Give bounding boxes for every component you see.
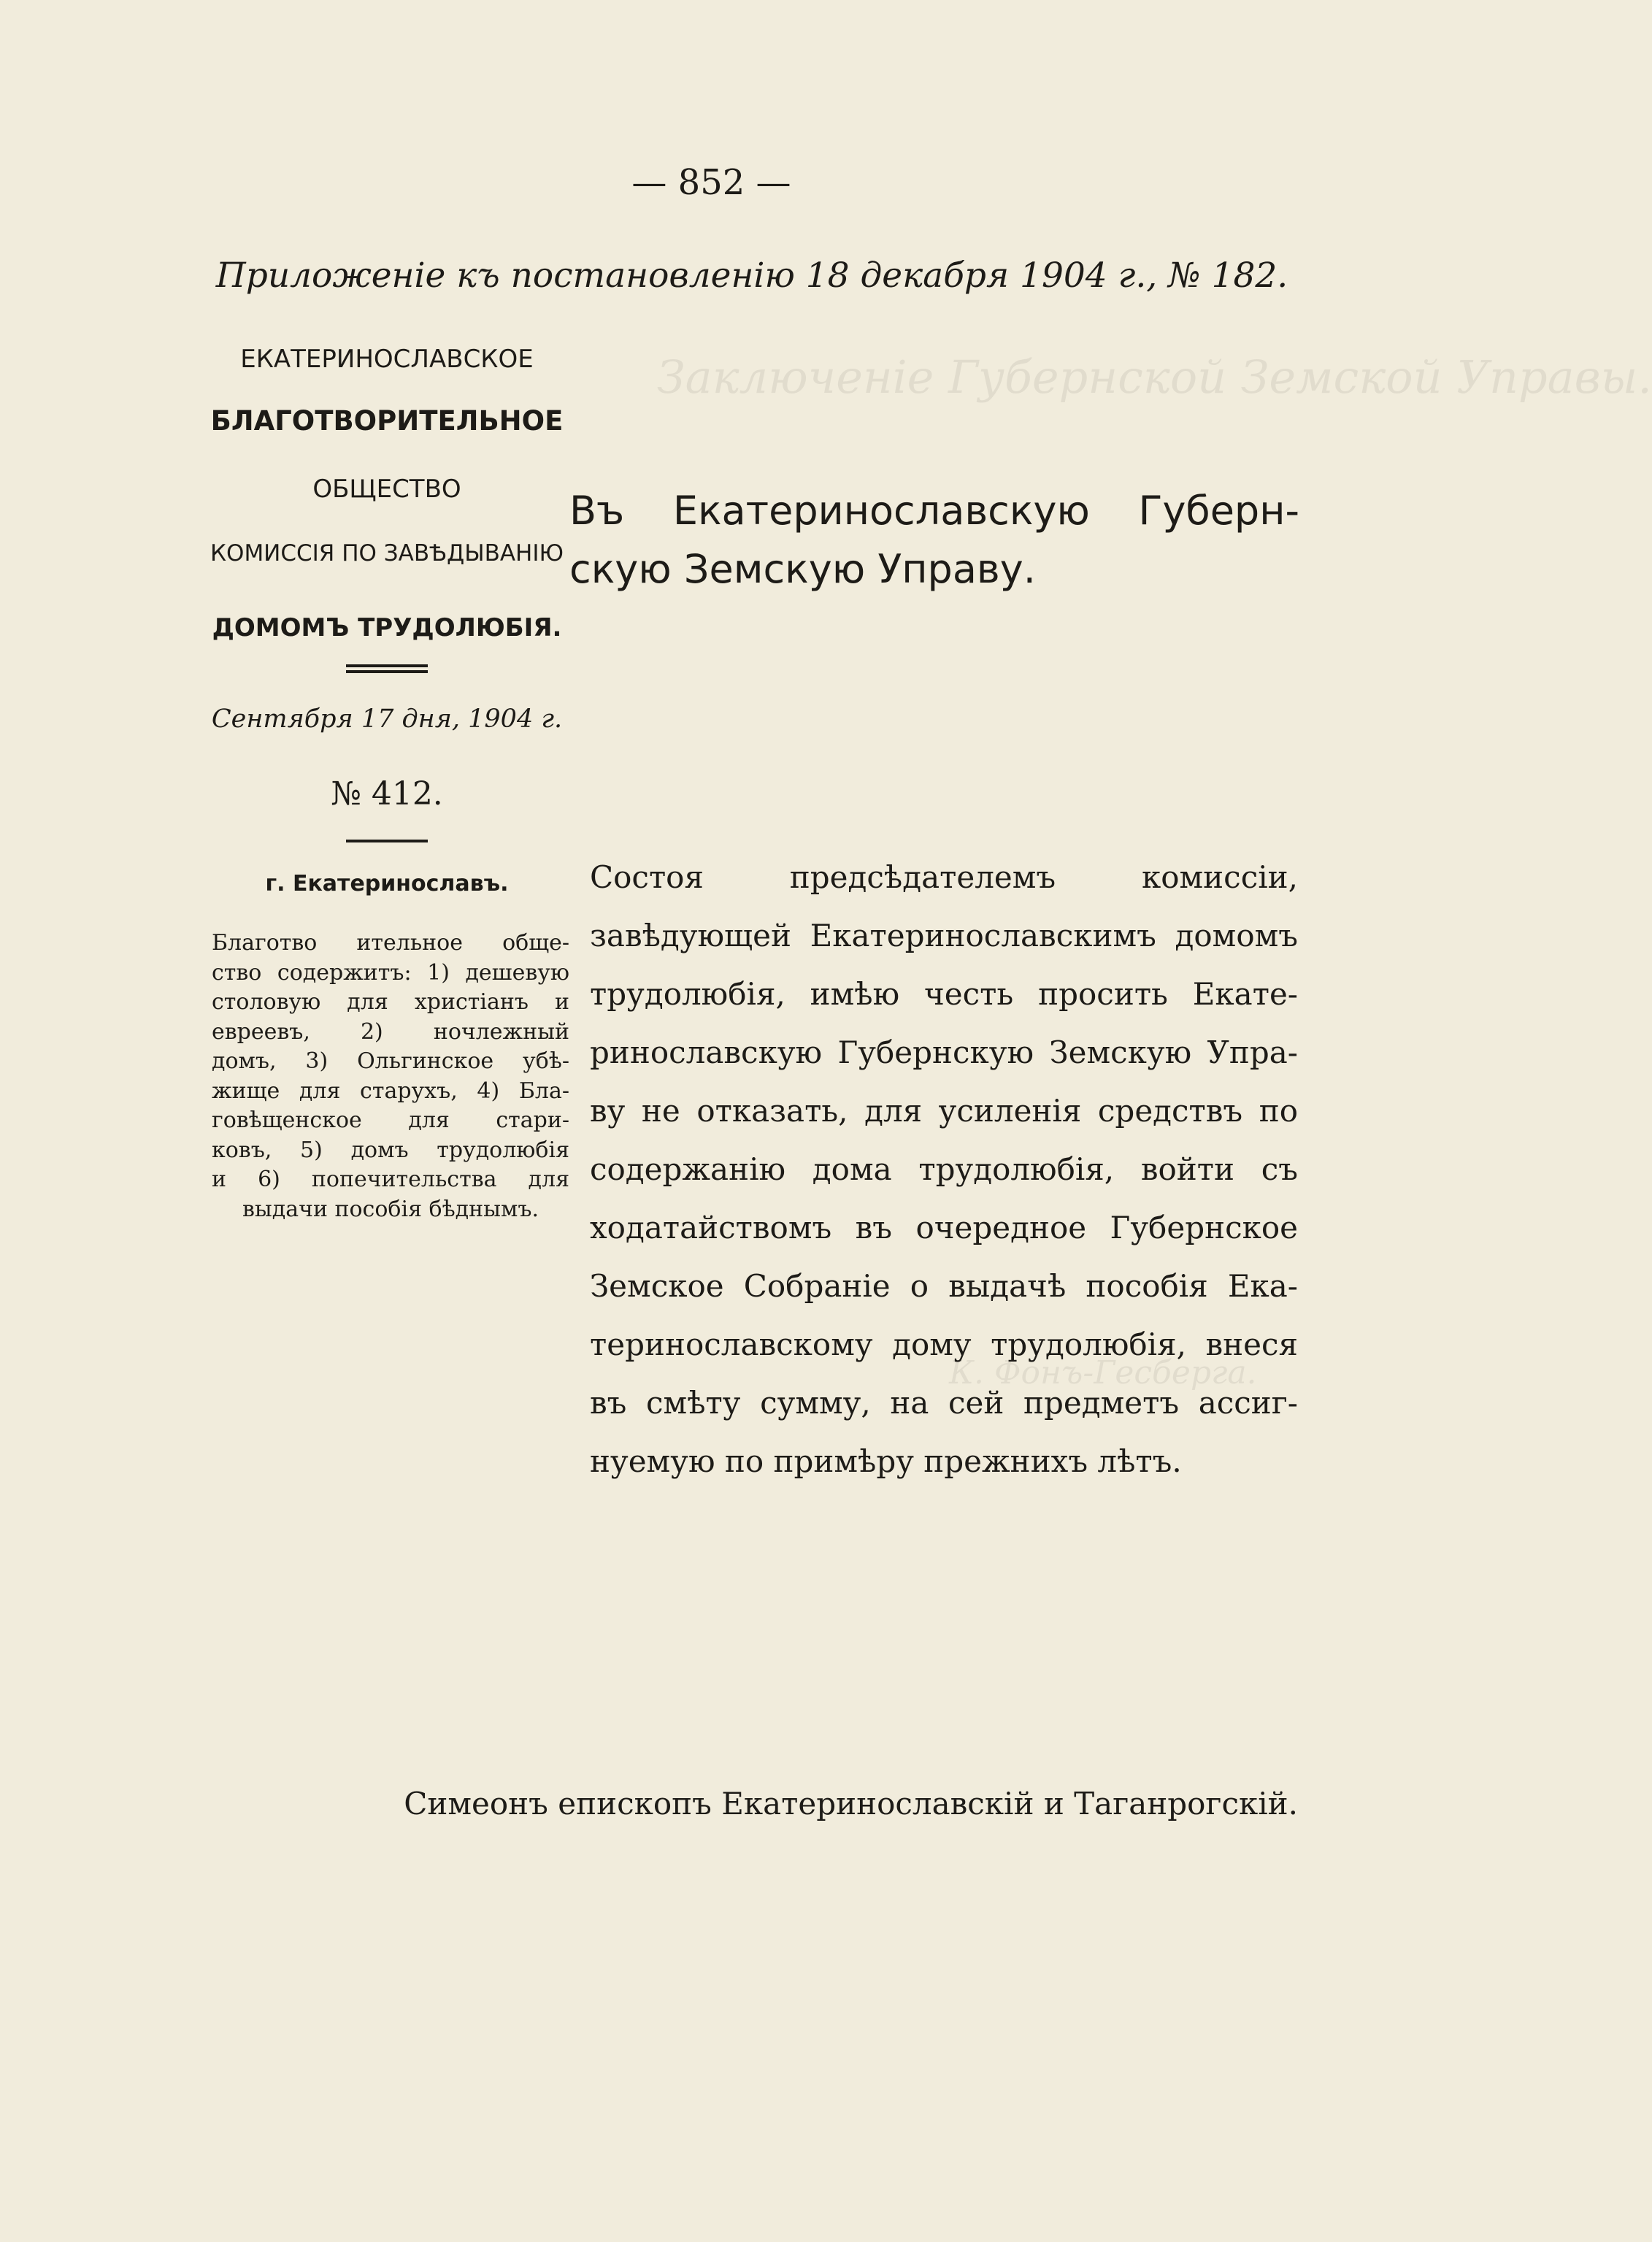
body-line: ходатайствомъ въ очередное Губернское bbox=[590, 1210, 1298, 1245]
signature: Симеонъ епископъ Екатеринославскiй и Таганрогскiй. bbox=[404, 1786, 1298, 1821]
description-line: столовую для христiанъ и bbox=[212, 989, 569, 1015]
appendix-heading: Приложенiе къ постановленiю 18 декабря 1904 г., № 182. bbox=[215, 256, 1288, 296]
addressee-line: скую Земскую Управу. bbox=[569, 546, 1036, 592]
description-line: ство содержитъ: 1) дешевую bbox=[212, 959, 569, 986]
double-rule-divider bbox=[346, 664, 428, 673]
description-line: говѣщенское для стари- bbox=[212, 1107, 569, 1133]
body-line: теринославскому дому трудолюбiя, внеся bbox=[590, 1327, 1298, 1362]
single-rule-divider bbox=[346, 840, 428, 842]
sender-date: Сентября 17 дня, 1904 г. bbox=[211, 705, 563, 734]
body-line: трудолюбiя, имѣю честь просить Екате- bbox=[590, 976, 1298, 1012]
page-number: — 852 — bbox=[631, 162, 791, 203]
description-line: Благотво ительное обще- bbox=[212, 930, 569, 956]
bleed-through-signatures: К. Фонъ-Гесберга. bbox=[949, 1354, 1257, 1391]
outgoing-number: № 412. bbox=[331, 775, 443, 813]
sender-city: г. Екатеринославъ. bbox=[265, 871, 509, 897]
society-description bbox=[212, 929, 569, 1224]
body-line: ву не отказать, для усиленiя средствъ по bbox=[590, 1093, 1298, 1129]
body-line: Состоя предсѣдателемъ комиссiи, bbox=[590, 859, 1298, 895]
sender-line-3: ОБЩЕСТВО bbox=[312, 475, 461, 504]
description-line: домъ, 3) Ольгинское убѣ- bbox=[212, 1048, 569, 1074]
body-line: завѣдующей Екатеринославскимъ домомъ bbox=[590, 918, 1298, 953]
addressee-line: Въ Екатеринославскую Губерн- bbox=[569, 488, 1299, 534]
sender-line-2: БЛАГОТВОРИТЕЛЬНОЕ bbox=[210, 405, 564, 437]
body-line: нуемую по примѣру прежнихъ лѣтъ. bbox=[590, 1443, 1182, 1479]
body-line: ринославскую Губернскую Земскую Упра- bbox=[590, 1034, 1298, 1070]
body-line: Земское Собранiе о выдачѣ пособiя Ека- bbox=[590, 1268, 1298, 1304]
sender-line-4: КОМИССIЯ ПО ЗАВѢДЫВАНIЮ bbox=[210, 540, 564, 567]
letter-body bbox=[590, 848, 1298, 1491]
description-line: и 6) попечительства для bbox=[212, 1167, 569, 1192]
sender-line-1: ЕКАТЕРИНОСЛАВСКОЕ bbox=[240, 345, 534, 374]
description-line: жище для старухъ, 4) Бла- bbox=[212, 1078, 569, 1104]
bleed-through-title: Заключенiе Губернской Земской Управы. bbox=[657, 350, 1652, 404]
description-line: ковъ, 5) домъ трудолюбiя bbox=[212, 1137, 569, 1163]
addressee-heading bbox=[569, 482, 1299, 599]
body-line: въ смѣту сумму, на сей предметъ ассиг- bbox=[590, 1385, 1298, 1421]
body-line: содержанiю дома трудолюбiя, войти съ bbox=[590, 1151, 1298, 1187]
sender-line-5: ДОМОМЪ ТРУДОЛЮБIЯ. bbox=[212, 613, 562, 642]
description-line: выдачи пособiя бѣднымъ. bbox=[242, 1196, 539, 1222]
description-line: евреевъ, 2) ночлежный bbox=[212, 1018, 569, 1045]
